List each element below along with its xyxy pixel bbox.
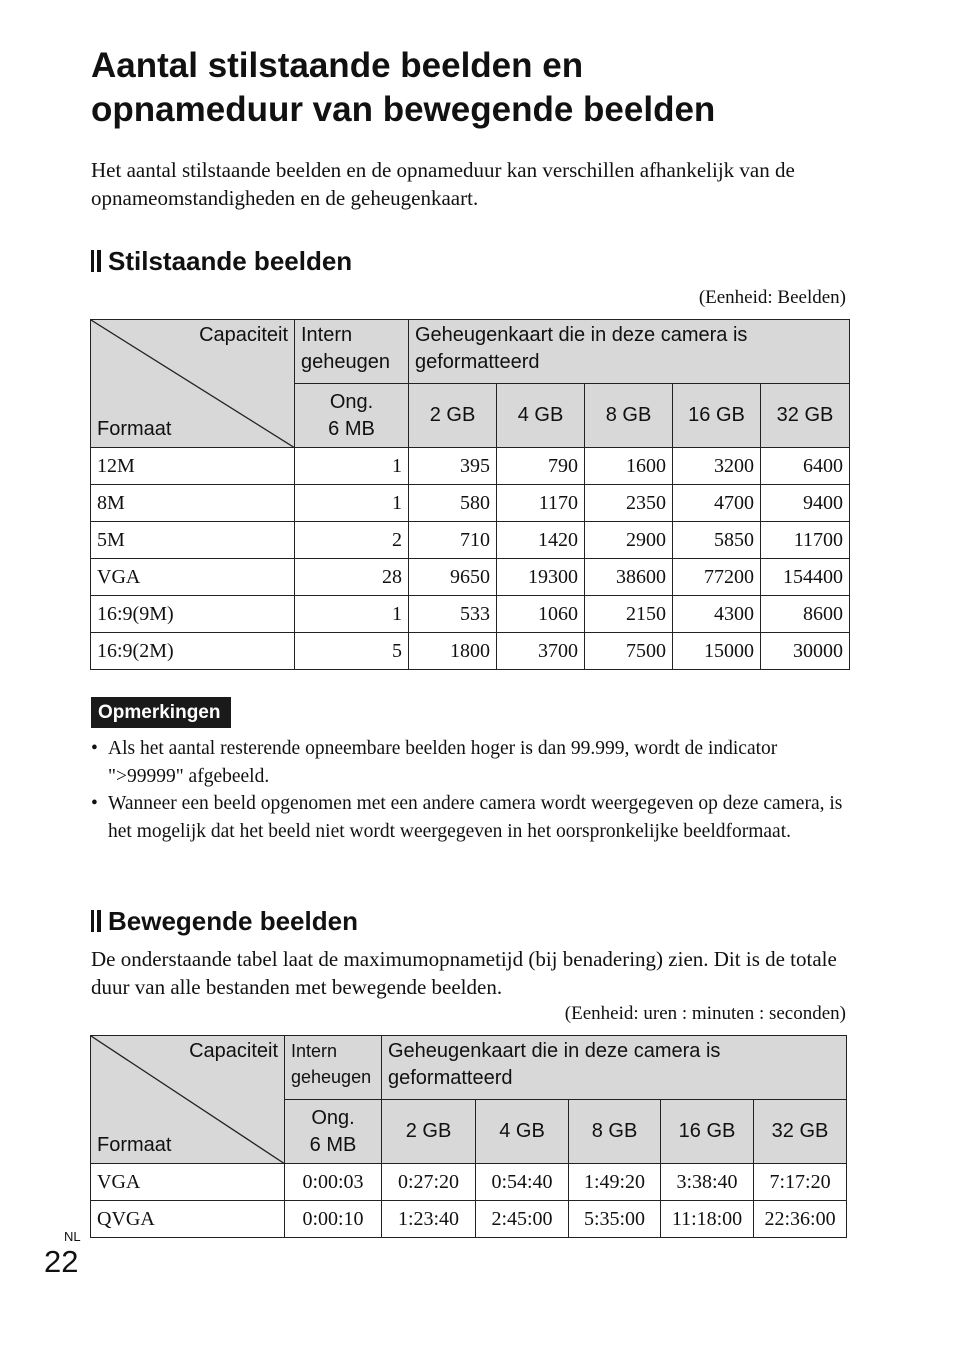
value-cell: 5850 [673, 522, 761, 559]
value-cell: 395 [409, 448, 497, 485]
format-cell: 8M [91, 485, 295, 522]
size-header: 16 GB [673, 384, 761, 448]
value-cell: 154400 [761, 559, 850, 596]
table-row [91, 559, 850, 596]
value-cell: 533 [409, 596, 497, 633]
value-cell: 3200 [673, 448, 761, 485]
value-cell: 4700 [673, 485, 761, 522]
still-unit-label: (Eenheid: Beelden) [698, 287, 846, 308]
value-cell: 0:00:03 [285, 1164, 382, 1201]
format-cell: 12M [91, 448, 295, 485]
value-cell: 1600 [585, 448, 673, 485]
value-cell: 28 [295, 559, 409, 596]
value-cell: 0:27:20 [382, 1164, 476, 1201]
table-row [91, 448, 850, 485]
internal-size-header [295, 384, 409, 448]
value-cell: 1 [295, 485, 409, 522]
movie-corner-header [91, 1036, 285, 1164]
list-item [91, 735, 851, 790]
list-item [91, 790, 851, 845]
size-header: 16 GB [661, 1100, 754, 1164]
still-table [90, 319, 850, 670]
page-title-line-1: Aantal stilstaande beelden en [91, 46, 584, 85]
value-cell: 0:00:10 [285, 1201, 382, 1238]
format-cell: VGA [91, 559, 295, 596]
internal-size-header [285, 1100, 382, 1164]
capacity-label: Capaciteit [189, 1040, 278, 1062]
internal-header-line-1: Intern [291, 1041, 338, 1061]
value-cell: 1:49:20 [569, 1164, 661, 1201]
value-cell: 2:45:00 [476, 1201, 569, 1238]
notes-badge: Opmerkingen [91, 697, 231, 728]
size-header: 4 GB [497, 384, 585, 448]
size-header: 32 GB [761, 384, 850, 448]
bullet-icon: • [91, 793, 98, 814]
card-header-line-1: Geheugenkaart die in deze camera is [388, 1040, 721, 1062]
value-cell: 0:54:40 [476, 1164, 569, 1201]
value-cell: 5:35:00 [569, 1201, 661, 1238]
card-header-line-2: geformatteerd [388, 1067, 513, 1089]
value-cell: 1170 [497, 485, 585, 522]
internal-header-line-2: geheugen [301, 351, 390, 373]
value-cell: 4300 [673, 596, 761, 633]
notes-list [91, 735, 851, 845]
value-cell: 790 [497, 448, 585, 485]
value-cell: 1420 [497, 522, 585, 559]
value-cell: 7500 [585, 633, 673, 670]
still-corner-header [91, 320, 295, 448]
format-cell: 16:9(9M) [91, 596, 295, 633]
value-cell: 9650 [409, 559, 497, 596]
value-cell: 11700 [761, 522, 850, 559]
movie-table [90, 1035, 847, 1238]
note-text: Wanneer een beeld opgenomen met een andere camera wordt weergegeven op deze camera, is het mogelijk dat het beeld niet wordt weergegeven in het oorspronkelijke beeldformaat. [108, 793, 843, 842]
capacity-label: Capaciteit [199, 324, 288, 346]
internal-memory-header [295, 320, 409, 384]
movie-section-heading [91, 906, 358, 936]
value-cell: 1 [295, 596, 409, 633]
note-text: Als het aantal resterende opneembare beelden hoger is dan 99.999, wordt de indicator ">99999" afgebeeld. [108, 738, 778, 787]
size-header: 8 GB [569, 1100, 661, 1164]
size-header: 32 GB [754, 1100, 847, 1164]
section-marker-icon [91, 250, 101, 272]
memory-card-header [382, 1036, 847, 1100]
bullet-icon: • [91, 738, 98, 759]
value-cell: 77200 [673, 559, 761, 596]
value-cell: 22:36:00 [754, 1201, 847, 1238]
movie-intro-paragraph: De onderstaande tabel laat de maximumopnametijd (bij benadering) zien. Dit is de totale duur van alle bestanden met bewegende beelden. [91, 947, 837, 999]
value-cell: 2900 [585, 522, 673, 559]
internal-size-line-2: 6 MB [309, 1133, 357, 1156]
format-cell: 5M [91, 522, 295, 559]
value-cell: 1800 [409, 633, 497, 670]
internal-size-line-2: 6 MB [328, 417, 375, 440]
value-cell: 38600 [585, 559, 673, 596]
value-cell: 7:17:20 [754, 1164, 847, 1201]
format-label: Formaat [97, 1134, 172, 1156]
value-cell: 8600 [761, 596, 850, 633]
value-cell: 15000 [673, 633, 761, 670]
value-cell: 710 [409, 522, 497, 559]
value-cell: 9400 [761, 485, 850, 522]
value-cell: 19300 [497, 559, 585, 596]
value-cell: 6400 [761, 448, 850, 485]
movie-unit-label: (Eenheid: uren : minuten : seconden) [564, 1003, 846, 1024]
value-cell: 1060 [497, 596, 585, 633]
table-row [91, 1201, 847, 1238]
language-code: NL [64, 1229, 81, 1244]
value-cell: 2350 [585, 485, 673, 522]
size-header: 2 GB [382, 1100, 476, 1164]
value-cell: 2 [295, 522, 409, 559]
format-cell: 16:9(2M) [91, 633, 295, 670]
still-section-heading [91, 246, 352, 276]
value-cell: 3700 [497, 633, 585, 670]
size-header: 4 GB [476, 1100, 569, 1164]
value-cell: 5 [295, 633, 409, 670]
card-header-line-1: Geheugenkaart die in deze camera is [415, 324, 748, 346]
value-cell: 30000 [761, 633, 850, 670]
internal-header-line-1: Intern [301, 324, 353, 346]
value-cell: 3:38:40 [661, 1164, 754, 1201]
movie-heading-text: Bewegende beelden [108, 906, 358, 936]
size-header: 2 GB [409, 384, 497, 448]
internal-header-line-2: geheugen [291, 1067, 372, 1087]
format-label: Formaat [97, 418, 172, 440]
memory-card-header [409, 320, 850, 384]
still-heading-text: Stilstaande beelden [108, 246, 353, 276]
value-cell: 1:23:40 [382, 1201, 476, 1238]
page-title [91, 44, 891, 132]
format-cell: QVGA [91, 1201, 285, 1238]
page-title-line-2: opnameduur van bewegende beelden [91, 90, 716, 129]
value-cell: 1 [295, 448, 409, 485]
value-cell: 580 [409, 485, 497, 522]
size-header: 8 GB [585, 384, 673, 448]
internal-size-line-1: Ong. [329, 390, 374, 413]
table-row [91, 522, 850, 559]
page-number: 22 [44, 1244, 79, 1279]
value-cell: 11:18:00 [661, 1201, 754, 1238]
table-row [91, 633, 850, 670]
table-row [91, 1164, 847, 1201]
table-row [91, 596, 850, 633]
internal-size-line-1: Ong. [311, 1106, 355, 1129]
format-cell: VGA [91, 1164, 285, 1201]
section-marker-icon [91, 910, 101, 932]
internal-memory-header [285, 1036, 382, 1100]
value-cell: 2150 [585, 596, 673, 633]
card-header-line-2: geformatteerd [415, 351, 540, 373]
table-row [91, 485, 850, 522]
intro-paragraph: Het aantal stilstaande beelden en de opnameduur kan verschillen afhankelijk van de opnameomstandigheden en de geheugenkaart. [91, 158, 795, 210]
